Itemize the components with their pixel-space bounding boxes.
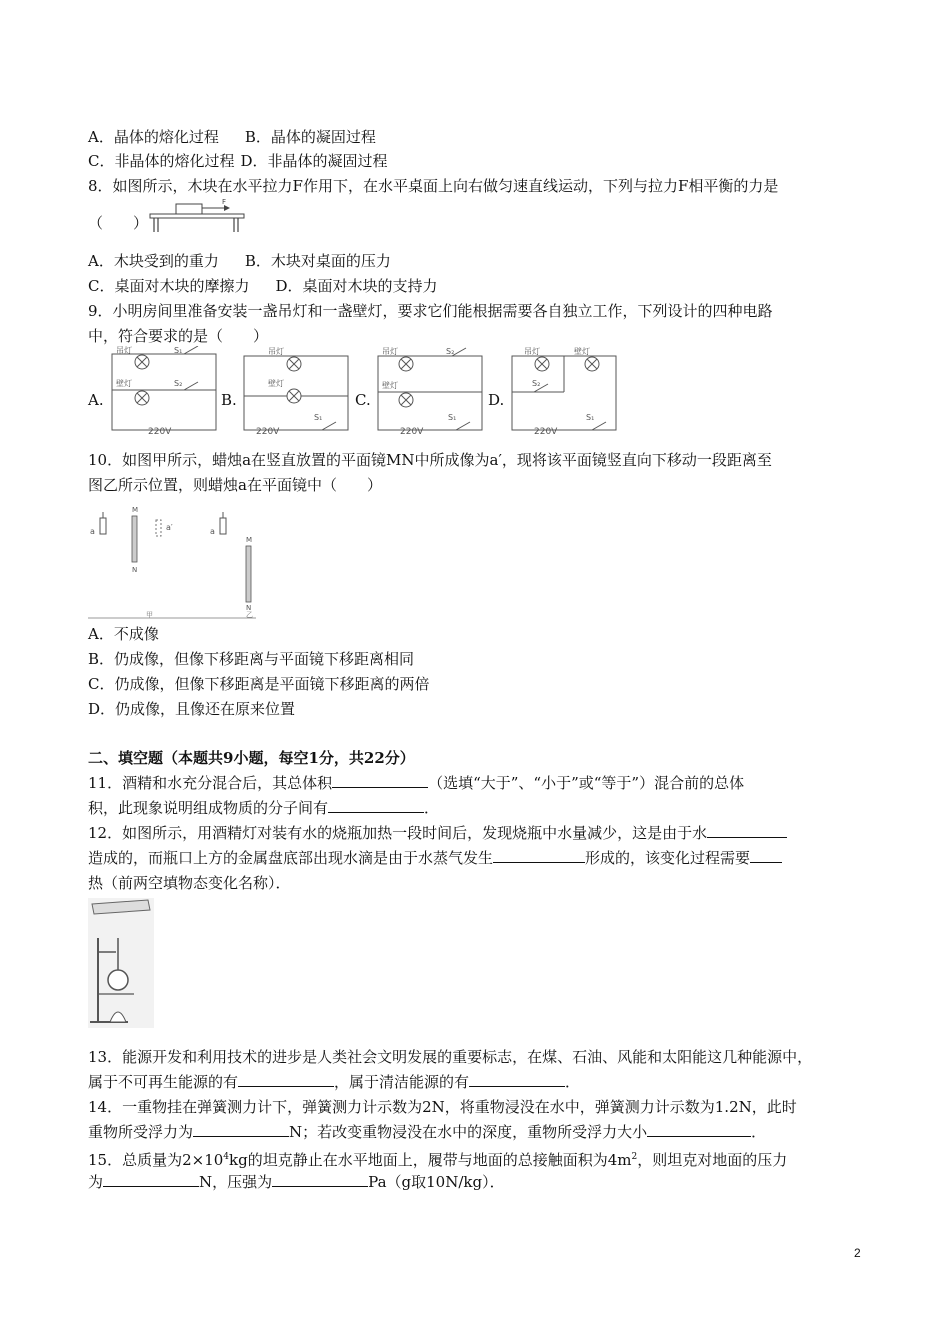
q9b-lamp-ceiling-label: 吊灯 [268,347,284,356]
q10-mirror-m-yi: M [246,536,253,544]
q9d-s2-label: S₂ [532,379,541,388]
q11-line-2 [88,796,439,820]
q15-text-3: ，则坦克对地面的压力 [637,1151,788,1169]
q8-option-a: A．木块受到的重力 [88,252,219,270]
q7-option-a: A．晶体的熔化过程 [88,128,219,146]
q12-blank-3[interactable] [750,846,782,863]
q8-option-b: B．木块对桌面的压力 [244,252,391,270]
q9-circuit-a [104,346,222,438]
q15-text-1: 15．总质量为2×10 [88,1151,224,1169]
q8-block-figure [148,198,248,234]
q9c-lamp-wall-label: 壁灯 [382,381,398,390]
q13-text-3: ． [565,1073,581,1091]
q8-stem: 8．如图所示，木块在水平拉力F作用下，在水平桌面上向右做匀速直线运动，下列与拉力F相平衡的力是 [88,177,779,195]
q8-option-c: C．桌面对木块的摩擦力 [88,277,250,295]
q9-circuit-c [370,346,488,438]
q12-text-1: 12．如图所示，用酒精灯对装有水的烧瓶加热一段时间后，发现烧瓶中水量减少，这是由于水 [88,824,708,842]
q15-line-2 [88,1170,505,1194]
q9a-voltage: 220V [148,427,172,437]
q15-exponent-1: 4 [223,1152,230,1162]
q12-line-3: 热（前两空填物态变化名称）． [88,874,291,892]
q13-text-2: ，属于清洁能源的有 [334,1073,470,1091]
q10-mirror-m-jia: M [132,506,139,514]
q11-text-1: 11．酒精和水充分混合后，其总体积 [88,774,333,792]
q14-text-2: N；若改变重物浸没在水中的深度，重物所受浮力大小 [289,1123,648,1141]
q9-stem-line-2: 中，符合要求的是（ ） [88,327,269,345]
q7-option-line-2 [88,149,388,173]
q12-flask-figure [88,898,154,1028]
q13-line-1: 13．能源开发和利用技术的进步是人类社会文明发展的重要标志，在煤、石油、风能和太阳能这几种能源中， [88,1048,813,1066]
q11-blank-2[interactable] [328,796,424,813]
q9c-s1-label: S₁ [448,413,457,422]
q9-stem-line-1: 9．小明房间里准备安装一盏吊灯和一盏壁灯，要求它们能根据需要各自独立工作，下列设计的四种电路 [88,302,773,320]
q7-option-c: C．非晶体的熔化过程 [88,152,235,170]
q15-blank-1[interactable] [103,1170,199,1187]
q8-paren: （ ） [88,214,149,232]
q9c-lamp-ceiling-label: 吊灯 [382,347,398,356]
q13-blank-1[interactable] [238,1070,334,1087]
q10-label-jia: 甲 [146,611,153,619]
q9b-voltage: 220V [256,427,280,437]
q9c-voltage: 220V [400,427,424,437]
q15-text-6: Pa（g取10N/kg）． [368,1173,505,1191]
q12-text-2: 造成的，而瓶口上方的金属盘底部出现水滴是由于水蒸气发生 [88,849,494,867]
q9-circuit-b [236,346,354,438]
q15-text-4: 为 [88,1173,104,1191]
q7-option-line-1 [88,125,376,149]
q9d-lamp-ceiling-label: 吊灯 [524,347,540,356]
q9c-s2-label: S₂ [446,347,455,356]
q15-text-2: kg的坦克静止在水平地面上，履带与地面的总接触面积为4m [229,1151,632,1169]
q10-mirror-n-yi: N [246,604,252,612]
q9b-s1-label: S₁ [314,413,323,422]
q15-exponent-2: 2 [631,1152,638,1162]
q12-blank-2[interactable] [493,846,585,863]
q14-line-2 [88,1120,766,1144]
q14-text-3: ． [751,1123,767,1141]
q9a-lamp-wall-label: 壁灯 [116,379,132,388]
q9a-s2-label: S₂ [174,379,183,388]
q12-line-2 [88,846,782,870]
q10-stem-line-1: 10．如图甲所示，蜡烛a在竖直放置的平面镜MN中所成像为a′，现将该平面镜竖直向下移动一段距离至 [88,451,772,469]
q9a-s1-label: S₁ [174,346,183,355]
q10-option-b: B．仍成像，但像下移距离与平面镜下移距离相同 [88,650,415,668]
q8-force-label: F [222,198,227,206]
q7-option-d: D．非晶体的凝固过程 [240,152,388,170]
q15-line-1 [88,1145,787,1172]
q9-label-d: D. [488,391,505,409]
q9-circuit-d [504,346,622,438]
q11-blank-1[interactable] [332,771,428,788]
q8-option-line-2 [88,274,438,298]
q13-text-1: 属于不可再生能源的有 [88,1073,239,1091]
q14-text-1: 重物所受浮力为 [88,1123,194,1141]
q12-blank-1[interactable] [707,821,787,838]
q10-image-a-jia: a′ [166,523,173,532]
q9d-lamp-wall-label: 壁灯 [574,347,590,356]
q10-mirror-n-jia: N [132,566,138,574]
q14-blank-2[interactable] [647,1120,751,1137]
q9-label-b: B. [221,391,237,409]
q9d-voltage: 220V [534,427,558,437]
q12-line-1 [88,821,787,845]
q10-mirror-figure [88,500,258,622]
q10-candle-a-yi: a [210,527,215,536]
q10-label-yi: 乙 [246,611,253,619]
q9-label-c: C. [355,391,371,409]
q13-line-2 [88,1070,580,1094]
q14-line-1: 14．一重物挂在弹簧测力计下，弹簧测力计示数为2N，将重物浸没在水中，弹簧测力计示数为1.2N，此时 [88,1098,797,1116]
q10-option-d: D．仍成像，且像还在原来位置 [88,700,296,718]
q12-text-3: 形成的，该变化过程需要 [585,849,751,867]
q11-text-2: （选填“大于”、“小于”或“等于”）混合前的总体 [428,774,745,792]
section-2-title: 二、填空题（本题共9小题，每空1分，共22分） [88,749,415,767]
q11-text-4: ． [424,799,440,817]
q15-blank-2[interactable] [272,1170,368,1187]
q10-option-a: A．不成像 [88,625,159,643]
page-number: 2 [854,1246,861,1260]
q14-blank-1[interactable] [193,1120,289,1137]
q9b-lamp-wall-label: 壁灯 [268,379,284,388]
q11-text-3: 积，此现象说明组成物质的分子间有 [88,799,329,817]
q8-option-d: D．桌面对木块的支持力 [275,277,438,295]
q8-option-line-1 [88,249,391,273]
q9d-s1-label: S₁ [586,413,595,422]
q9-label-a: A. [88,391,104,409]
q15-text-5: N，压强为 [199,1173,273,1191]
q7-option-b: B．晶体的凝固过程 [244,128,376,146]
q9a-lamp-ceiling-label: 吊灯 [116,346,132,355]
q10-candle-a-jia: a [90,527,95,536]
q11-line-1 [88,771,744,795]
q10-stem-line-2: 图乙所示位置，则蜡烛a在平面镜中（ ） [88,476,382,494]
q10-option-c: C．仍成像，但像下移距离是平面镜下移距离的两倍 [88,675,430,693]
q13-blank-2[interactable] [469,1070,565,1087]
